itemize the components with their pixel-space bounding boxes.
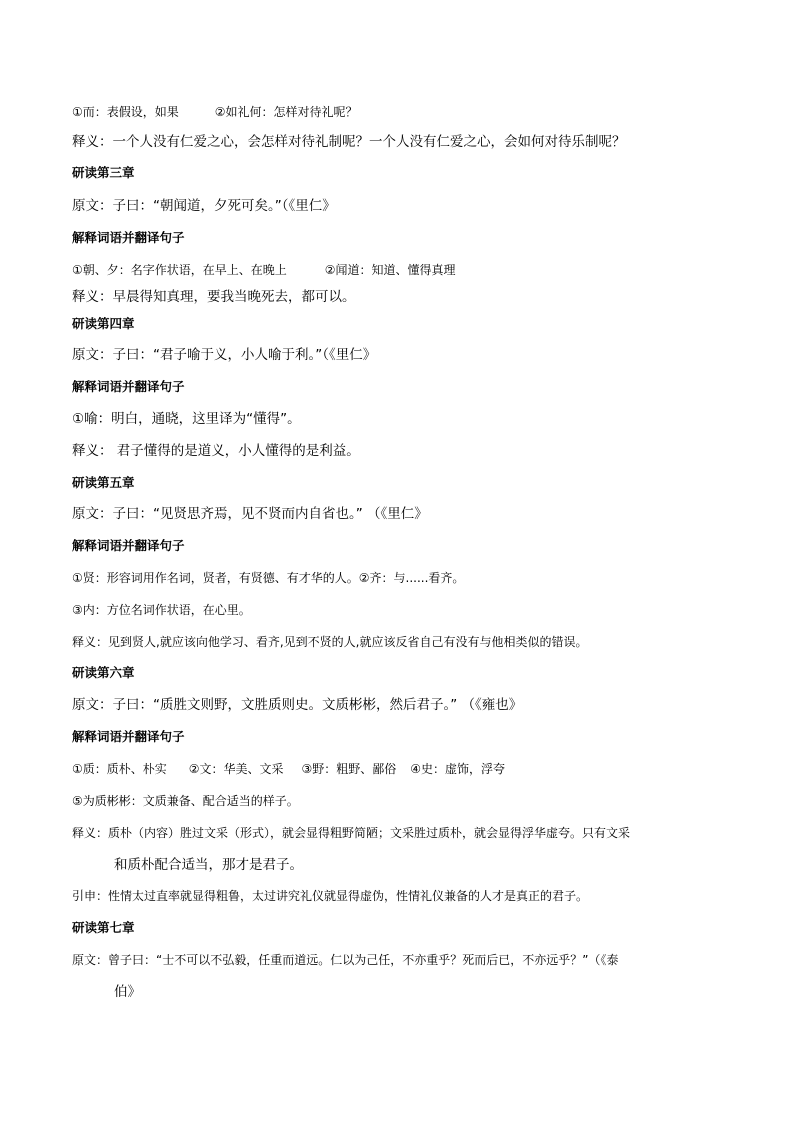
translation-line: 释义：见到贤人,就应该向他学习、看齐,见到不贤的人,就应该反省自己有没有与他相类似的错误。 xyxy=(72,635,588,649)
note-item: ②闻道：知道、懂得真理 xyxy=(324,263,456,277)
subheading: 解释词语并翻译句子 xyxy=(72,230,185,245)
subheading: 解释词语并翻译句子 xyxy=(72,379,185,394)
extension-line: 引申：性情太过直率就显得粗鲁，太过讲究礼仪就显得虚伪，性情礼仪兼备的人才是真正的君子。 xyxy=(72,889,589,903)
section-heading: 研读第五章 xyxy=(72,475,135,490)
note-item: ①朝、夕：名字作状语，在早上、在晚上 xyxy=(72,263,287,277)
note-item: ①而：表假设，如果 xyxy=(72,105,179,119)
note-item: ②如礼何：怎样对待礼呢？ xyxy=(214,105,358,119)
original-text-line: 原文：曾子曰：“士不可以不弘毅，任重而道远。仁以为己任，不亦重乎？死而后已，不亦远乎？”（《泰 xyxy=(72,953,619,967)
translation-line: 释义：早晨得知真理，要我当晚死去，都可以。 xyxy=(72,289,356,305)
note-item: ④史：虚饰，浮夸 xyxy=(410,762,506,776)
note-line: ⑤为质彬彬：文质兼备、配合适当的样子。 xyxy=(72,794,299,808)
subheading: 解释词语并翻译句子 xyxy=(72,729,185,744)
note-item: ②文：华美、文采 xyxy=(188,762,284,776)
original-text-line-continued: 伯》 xyxy=(114,984,141,1000)
section-heading: 研读第七章 xyxy=(72,920,135,935)
section-heading: 研读第六章 xyxy=(72,665,135,680)
note-line xyxy=(72,261,456,279)
subheading: 解释词语并翻译句子 xyxy=(72,538,185,553)
original-text-line: 原文：子曰：“质胜文则野，文胜质则史。文质彬彬，然后君子。” （《雍也》 xyxy=(72,697,523,713)
note-line: ①贤：形容词用作名词，贤者，有贤德、有才华的人。②齐：与......看齐。 xyxy=(72,571,465,585)
original-text-line: 原文：子曰：“朝闻道，夕死可矣。”（《里仁》 xyxy=(72,198,336,214)
section-heading: 研读第三章 xyxy=(72,165,135,180)
note-line: ③内：方位名词作状语，在心里。 xyxy=(72,603,251,617)
translation-line: 释义：质朴（内容）胜过文采（形式），就会显得粗野简陋；文采胜过质朴，就会显得浮华虚夸。只有文采 xyxy=(72,826,631,840)
original-text-line: 原文：子曰：“见贤思齐焉，见不贤而内自省也。” （《里仁》 xyxy=(72,506,428,522)
translation-line: 释义： 君子懂得的是道义，小人懂得的是利益。 xyxy=(72,443,360,459)
translation-line-continued: 和质朴配合适当，那才是君子。 xyxy=(114,857,303,873)
translation-line: 释义：一个人没有仁爱之心，会怎样对待礼制呢？一个人没有仁爱之心，会如何对待乐制呢？ xyxy=(72,134,626,150)
note-line xyxy=(72,103,358,121)
note-line: ①喻：明白，通晓，这里译为“懂得”。 xyxy=(72,411,301,427)
note-item: ③野：粗野、鄙俗 xyxy=(301,762,397,776)
section-heading: 研读第四章 xyxy=(72,316,135,331)
note-item: ①质：质朴、朴实 xyxy=(72,762,167,776)
original-text-line: 原文：子曰：“君子喻于义，小人喻于利。”（《里仁》 xyxy=(72,347,377,363)
note-line xyxy=(72,760,505,778)
